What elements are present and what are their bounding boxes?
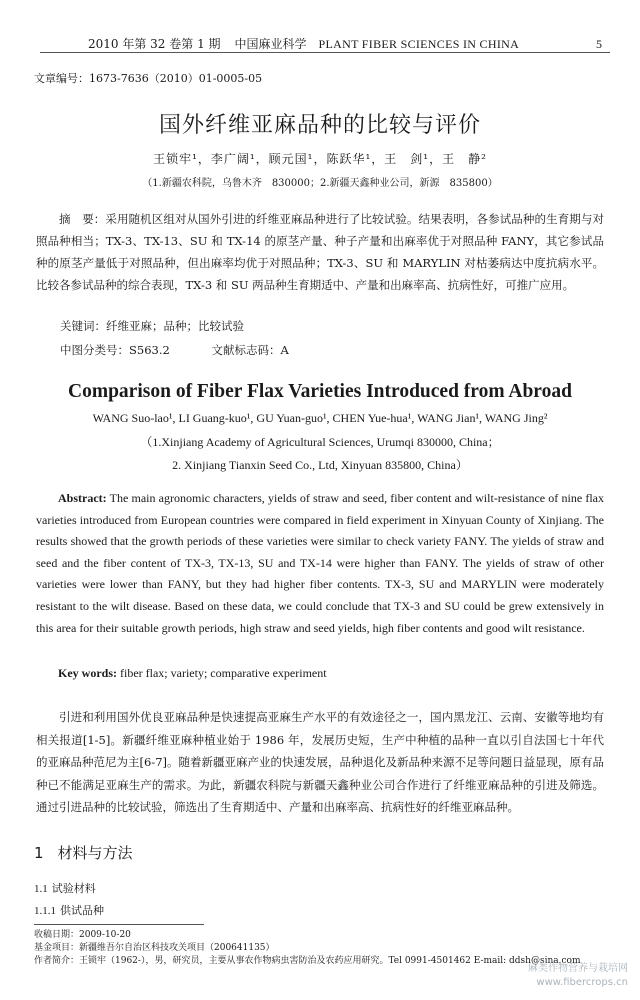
title-en: Comparison of Fiber Flax Varieties Introduced from Abroad <box>68 381 572 402</box>
clc-number: 中图分类号：S563.2 <box>60 343 170 357</box>
keywords-cn: 关键词：纤维亚麻；品种；比较试验 <box>60 319 244 333</box>
keywords-en-text: fiber flax; variety; comparative experiment <box>117 666 327 680</box>
issue-info: 2010 年第 32 卷第 1 期 <box>88 37 221 51</box>
title-cn: 国外纤维亚麻品种的比较与评价 <box>158 113 481 138</box>
article-number: 文章编号：1673-7636（2010）01-0005-05 <box>34 72 263 85</box>
section-heading-1-1-1 <box>34 902 104 918</box>
section-heading-1-1 <box>34 880 96 896</box>
classification <box>60 342 289 358</box>
subsubsection-number: 1.1.1 <box>34 905 56 917</box>
abstract-cn: 摘 要：采用随机区组对从国外引进的纤维亚麻品种进行了比较试验。结果表明，各参试品种的生育期与对照品种相当；TX-3、TX-13、SU 和 TX-14 的原茎产量、种子产量和出麻率优于对照品种 FANY，其它参试品种的原茎产量低于对照品种，但出麻率均优于对照品种；TX-3、SU 和 MARYLIN 对枯萎病达中度抗病水平。比较各参试品种的综合表现，TX-3 和 SU 两品种生育期适中、产量和出麻率高、抗病性好，可推广应用。 <box>36 212 604 292</box>
abstract-en <box>36 488 604 639</box>
subsubsection-title: 供试品种 <box>60 904 104 917</box>
abstract-en-text: The main agronomic characters, yields of straw and seed, fiber content and wilt-resistance of nine flax varieties introduced from European countries were compared in field experiment in Xinyuan County of Xinjiang. The results showed that the growth periods of these varieties were similar to check variety FANY. The yields of straw and seed and the fiber content of TX-3, TX-13, SU and TX-14 were higher than FANY. The yields of straw of other varieties were lower than FANY, but they had higher fiber contents. TX-3, SU and MARYLIN were moderately resistant to the wilt disease. Based on these data, we could conclude that TX-3 and SU could be grew extensively in this area for their suitable growth periods, high straw and seed yields, high fiber contents and good wilt resistance. <box>36 491 604 635</box>
running-header <box>40 30 610 53</box>
section-heading-1 <box>34 842 133 863</box>
keywords-en <box>58 666 327 681</box>
affiliation-en-2: 2. Xinjiang Tianxin Seed Co., Ltd, Xinyuan 835800, China） <box>172 458 468 472</box>
introduction-paragraph: 引进和利用国外优良亚麻品种是快速提高亚麻生产水平的有效途径之一，国内黑龙江、云南、安徽等地均有相关报道[1-5]。新疆纤维亚麻种植业始于 1986 年，发展历史短，生产中种植的品种一直以引自法国七十年代的亚麻品种范尼为主[6-7]。随着新疆亚麻产业的快速发展，品种退化及新品种来源不足等问题日益显现，原有品种已不能满足亚麻生产的需求。为此，新疆农科院与新疆天鑫种业公司合作进行了纤维亚麻品种的引进及筛选。通过引进品种的比较试验，筛选出了生育期适中、产量和出麻率高、抗病性好的纤维亚麻品种。 <box>36 710 604 815</box>
authors-cn: 王锁牢¹，李广阔¹，顾元国¹，陈跃华¹，王 剑¹，王 静² <box>153 152 487 166</box>
subsection-title: 试验材料 <box>51 882 96 895</box>
section-title: 材料与方法 <box>57 844 133 862</box>
footnote-received: 收稿日期：2009-10-20 <box>34 930 131 940</box>
footnotes <box>34 929 580 967</box>
affiliation-en-1: （1.Xinjiang Academy of Agricultural Sciences, Urumqi 830000, China； <box>140 435 500 449</box>
watermark-cn: 麻类作物营养与栽培网 <box>528 963 628 974</box>
page-number: 5 <box>596 37 602 51</box>
site-watermark <box>528 962 628 990</box>
journal-name-cn: 中国麻业科学 <box>234 37 307 51</box>
journal-name-en: PLANT FIBER SCIENCES IN CHINA <box>318 37 520 51</box>
document-code: 文献标志码：A <box>211 343 289 357</box>
abstract-en-label: Abstract: <box>58 491 107 505</box>
authors-en: WANG Suo-lao¹, LI Guang-kuo¹, GU Yuan-guo¹, CHEN Yue-hua¹, WANG Jian¹, WANG Jing² <box>92 411 548 425</box>
keywords-en-label: Key words: <box>58 666 117 680</box>
affiliation-cn: （1.新疆农科院，乌鲁木齐 830000；2.新疆天鑫种业公司，新源 835800） <box>142 178 498 189</box>
watermark-url: www.fibercrops.cn <box>536 977 628 988</box>
footnote-fund: 基金项目：新疆维吾尔自治区科技攻关项目（200641135） <box>34 942 275 953</box>
footnote-author: 作者简介：王锁牢（1962-），男，研究员，主要从事农作物病虫害防治及农药应用研究。Tel 0991-4501462 E-mail: ddsh@sina.com <box>34 955 581 966</box>
subsection-number: 1.1 <box>34 883 48 895</box>
section-number: 1 <box>34 844 44 862</box>
footnote-divider <box>34 924 204 925</box>
